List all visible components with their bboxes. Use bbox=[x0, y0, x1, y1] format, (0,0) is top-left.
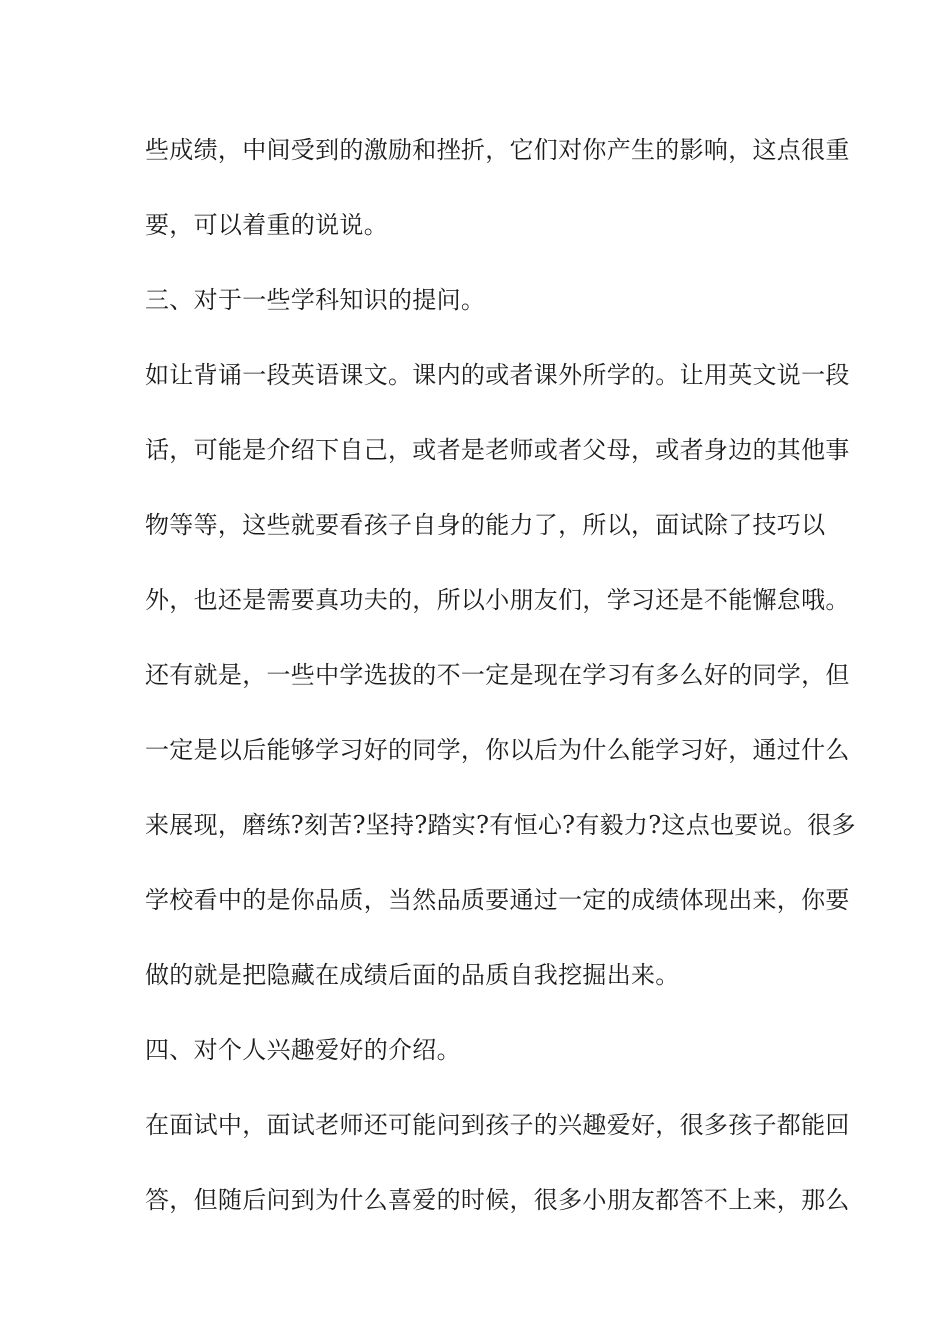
text-line: 答，但随后问到为什么喜爱的时候，很多小朋友都答不上来，那么 bbox=[145, 1186, 850, 1214]
text-line: 话，可能是介绍下自己，或者是老师或者父母，或者身边的其他事 bbox=[145, 436, 850, 464]
text-line: 做的就是把隐藏在成绩后面的品质自我挖掘出来。 bbox=[145, 961, 680, 989]
text-line: 物等等，这些就要看孩子自身的能力了，所以，面试除了技巧以 bbox=[145, 511, 826, 539]
text-line: 外，也还是需要真功夫的，所以小朋友们，学习还是不能懈怠哦。 bbox=[145, 586, 850, 614]
section-heading: 四、对个人兴趣爱好的介绍。 bbox=[145, 1036, 461, 1064]
text-line: 一定是以后能够学习好的同学，你以后为什么能学习好，通过什么 bbox=[145, 736, 850, 764]
text-line: 些成绩，中间受到的激励和挫折，它们对你产生的影响，这点很重 bbox=[145, 136, 850, 164]
text-line: 还有就是，一些中学选拔的不一定是现在学习有多么好的同学，但 bbox=[145, 661, 850, 689]
text-line: 学校看中的是你品质，当然品质要通过一定的成绩体现出来，你要 bbox=[145, 886, 850, 914]
text-line: 来展现，磨练?刻苦?坚持?踏实?有恒心?有毅力?这点也要说。很多 bbox=[145, 811, 856, 839]
text-line: 如让背诵一段英语课文。课内的或者课外所学的。让用英文说一段 bbox=[145, 361, 850, 389]
section-heading: 三、对于一些学科知识的提问。 bbox=[145, 286, 486, 314]
text-line: 要，可以着重的说说。 bbox=[145, 211, 388, 239]
text-line: 在面试中，面试老师还可能问到孩子的兴趣爱好，很多孩子都能回 bbox=[145, 1111, 850, 1139]
